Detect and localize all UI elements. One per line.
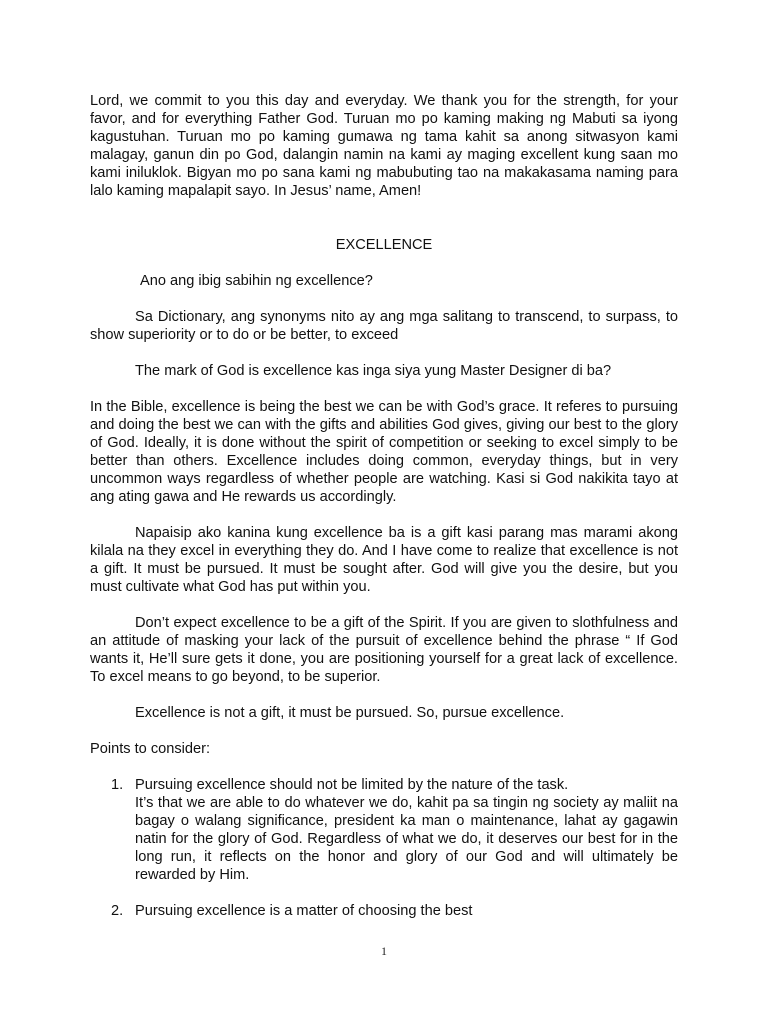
list-item-heading: Pursuing excellence is a matter of choosing the best <box>135 903 473 919</box>
napaisip-paragraph: Napaisip ako kanina kung excellence ba is a gift kasi parang mas marami akong kilala na they excel in everything they do. And I have come to realize that excellence is not a gift. It must be pursued. It must be sought after. God will give you the desire, but you must cultivate what God has put within you. <box>90 525 678 595</box>
list-number: 1. <box>111 777 124 793</box>
mark-paragraph: The mark of God is excellence kas inga siya yung Master Designer di ba? <box>135 363 612 379</box>
points-heading: Points to consider: <box>90 741 211 757</box>
document-page <box>90 92 678 920</box>
question-paragraph: Ano ang ibig sabihin ng excellence? <box>140 273 373 289</box>
list-number: 2. <box>111 903 124 919</box>
prayer-paragraph: Lord, we commit to you this day and everyday. We thank you for the strength, for your favor, and for everything Father God. Turuan mo po kaming making ng Mabuti sa iyong kagustuhan. Turuan mo po kaming gumawa ng tama kahit sa anong sitwasyon kami malagay, ganun din po God, dalangin namin na kami ay maging excellent kung saan mo kami iniluklok. Bigyan mo po sana kami ng mabubuting tao na makakasama naming para lalo kaming mapalapit sayo. In Jesus’ name, Amen! <box>90 93 678 199</box>
dictionary-paragraph: Sa Dictionary, ang synonyms nito ay ang mga salitang to transcend, to surpass, to show superiority or to do or be better, to exceed <box>90 309 678 343</box>
list-item <box>90 776 678 884</box>
dont-expect-paragraph: Don’t expect excellence to be a gift of the Spirit. If you are given to slothfulness and an attitude of masking your lack of the pursuit of excellence behind the phrase “ If God wants it, He’ll sure gets it done, you are positioning yourself for a great lack of excellence. To excel means to go beyond, to be superior. <box>90 615 678 685</box>
page-number: 1 <box>381 944 387 958</box>
list-item <box>90 902 678 920</box>
not-gift-paragraph: Excellence is not a gift, it must be pursued. So, pursue excellence. <box>135 705 565 721</box>
list-item-heading: Pursuing excellence should not be limited by the nature of the task. <box>135 777 569 793</box>
section-title: EXCELLENCE <box>335 237 433 253</box>
bible-paragraph: In the Bible, excellence is being the best we can be with God’s grace. It referes to pursuing and doing the best we can with the gifts and abilities God gives, giving our best to the glory of God. Ideally, it is done without the spirit of competition or seeking to excel simply to be better than others. Excellence includes doing common, everyday things, but in very uncommon ways regardless of whether people are watching. Kasi si God nakikita tayo at ang ating gawa and He rewards us accordingly. <box>90 399 678 505</box>
list-item-body: It’s that we are able to do whatever we do, kahit pa sa tingin ng society ay maliit na bagay o walang significance, president ka man o maintenance, lahat ay gagawin natin for the glory of God. Regardless of what we do, it deserves our best for in the long run, it reflects on the honor and glory of our God and will ultimately be rewarded by Him. <box>135 795 678 883</box>
